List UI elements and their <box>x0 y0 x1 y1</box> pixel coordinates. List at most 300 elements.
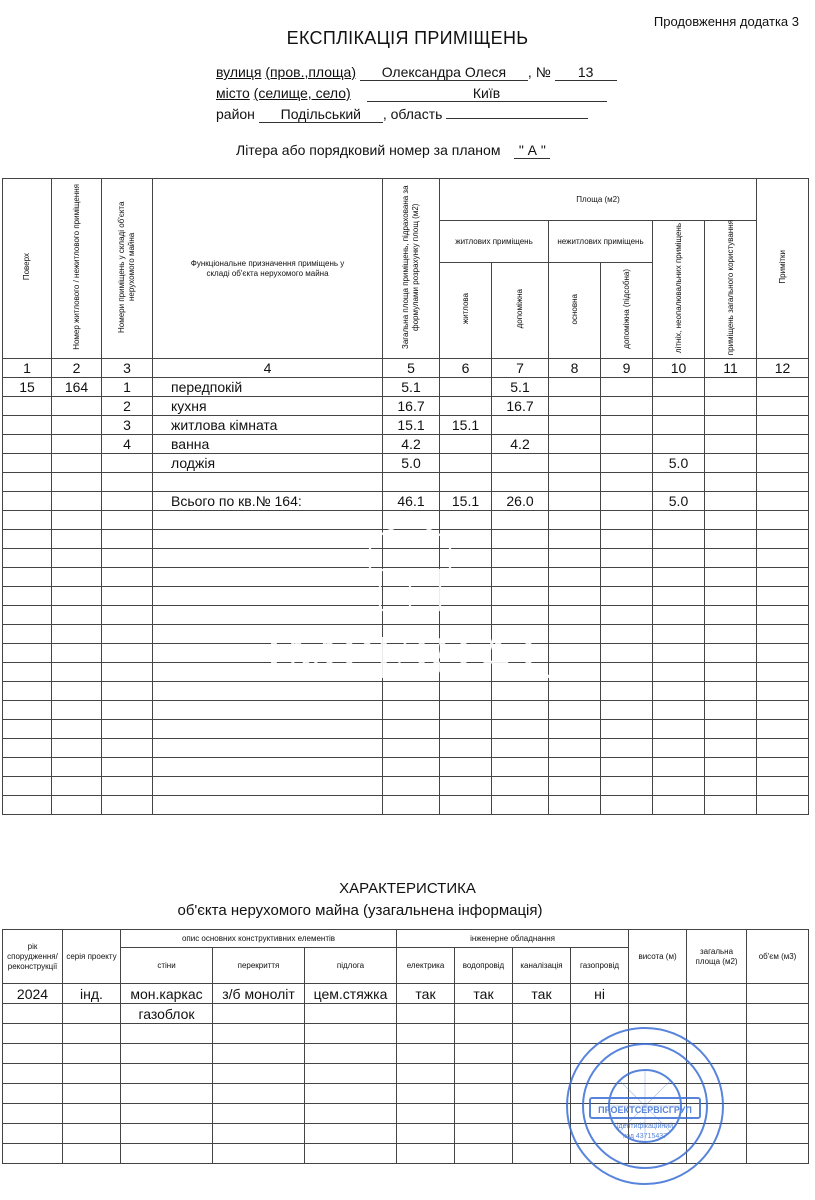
table-cell <box>52 796 102 815</box>
table-cell <box>305 1024 397 1044</box>
table-cell <box>653 416 705 435</box>
table-cell <box>757 625 809 644</box>
table-cell <box>747 1124 809 1144</box>
table-cell <box>3 416 52 435</box>
table-cell <box>757 701 809 720</box>
table-cell <box>3 1124 63 1144</box>
table-cell <box>3 1104 63 1124</box>
table-cell <box>653 682 705 701</box>
table-cell <box>705 530 757 549</box>
table-cell <box>102 568 153 587</box>
table-cell <box>705 511 757 530</box>
table-cell <box>757 587 809 606</box>
table-cell <box>52 530 102 549</box>
ch-volume: об'єм (м3) <box>747 930 809 984</box>
svg-text:ПРОЕКТСЕРВІСГРУП: ПРОЕКТСЕРВІСГРУП <box>598 1105 692 1115</box>
table-cell: 2024 <box>3 984 63 1004</box>
table-cell <box>397 1024 455 1044</box>
table-cell <box>397 1004 455 1024</box>
table-cell <box>629 1004 687 1024</box>
table-cell <box>757 796 809 815</box>
ch-gas: газопровід <box>571 948 629 984</box>
table-cell: цем.стяжка <box>305 984 397 1004</box>
table-cell <box>705 777 757 796</box>
table-cell <box>52 473 102 492</box>
table-cell <box>757 549 809 568</box>
table-cell <box>601 587 653 606</box>
table-cell <box>601 663 653 682</box>
table-cell <box>705 454 757 473</box>
table-cell <box>102 758 153 777</box>
table-cell <box>52 492 102 511</box>
column-number: 12 <box>757 359 809 378</box>
city-line <box>216 85 607 102</box>
table-cell <box>63 1084 121 1104</box>
column-number: 8 <box>549 359 601 378</box>
table-cell: з/б моноліт <box>213 984 305 1004</box>
table-cell <box>102 454 153 473</box>
table-cell <box>601 530 653 549</box>
table-cell <box>52 568 102 587</box>
table-cell <box>397 1124 455 1144</box>
table-cell <box>757 416 809 435</box>
table-cell <box>757 739 809 758</box>
table-cell <box>3 720 52 739</box>
empty-row <box>3 739 809 758</box>
table-cell <box>455 1104 513 1124</box>
table-cell <box>397 1044 455 1064</box>
district-value: Подільський <box>259 106 383 123</box>
table-cell <box>705 549 757 568</box>
table-cell <box>549 397 601 416</box>
table-cell <box>653 739 705 758</box>
table-cell <box>653 644 705 663</box>
table-cell <box>455 1004 513 1024</box>
table-cell: 2 <box>102 397 153 416</box>
table-cell <box>213 1024 305 1044</box>
table-cell <box>52 606 102 625</box>
table-cell: 15 <box>3 378 52 397</box>
table-cell <box>52 682 102 701</box>
table-cell: передпокій <box>153 378 383 397</box>
characteristics-subtitle: об'єкта нерухомого майна (узагальнена інформація) <box>177 902 543 919</box>
table-cell <box>305 1144 397 1164</box>
th-dopomizhna: допоміжна <box>492 263 549 359</box>
th-notes: Примітки <box>757 179 809 359</box>
table-cell <box>63 1024 121 1044</box>
table-cell <box>383 739 440 758</box>
table-cell: так <box>455 984 513 1004</box>
th-area: Площа (м2) <box>440 179 757 221</box>
city-alt: (селище, село) <box>253 85 351 101</box>
table-cell <box>549 720 601 739</box>
street-alt: (пров.,площа) <box>265 64 357 80</box>
ch-walls: стіни <box>121 948 213 984</box>
table-cell <box>705 492 757 511</box>
table-cell <box>121 1104 213 1124</box>
table-cell <box>305 1124 397 1144</box>
table-cell <box>629 984 687 1004</box>
table-cell <box>747 1104 809 1124</box>
table-cell: так <box>513 984 571 1004</box>
street-line: вулиця (пров.,площа) Олександра Олеся , № 13 <box>216 64 617 81</box>
watermark-text: IMPERIAL <box>263 624 557 692</box>
table-cell <box>549 739 601 758</box>
table-cell <box>63 1104 121 1124</box>
district-label: район <box>216 106 255 122</box>
table-cell: 15.1 <box>383 416 440 435</box>
column-number: 6 <box>440 359 492 378</box>
table-cell <box>757 663 809 682</box>
city-value: Київ <box>367 85 607 102</box>
table-cell <box>102 682 153 701</box>
table-cell <box>705 720 757 739</box>
table-cell: 15.1 <box>440 416 492 435</box>
table-cell <box>305 1104 397 1124</box>
table-cell <box>153 473 383 492</box>
table-row <box>3 416 809 435</box>
table-cell <box>121 1124 213 1144</box>
table-cell <box>653 720 705 739</box>
table-cell <box>102 530 153 549</box>
th-summer: літніх, неопалювальних приміщень <box>653 221 705 359</box>
table-cell <box>52 435 102 454</box>
table-cell: 4.2 <box>383 435 440 454</box>
table-cell: Всього по кв.№ 164: <box>153 492 383 511</box>
table-cell <box>3 435 52 454</box>
table-cell <box>397 1104 455 1124</box>
column-number: 5 <box>383 359 440 378</box>
table-cell <box>3 682 52 701</box>
table-cell <box>213 1144 305 1164</box>
table-cell <box>3 473 52 492</box>
table-cell <box>3 663 52 682</box>
table-cell <box>3 1084 63 1104</box>
table-cell <box>601 454 653 473</box>
table-cell <box>705 606 757 625</box>
table-cell <box>757 568 809 587</box>
table-cell <box>601 682 653 701</box>
svg-text:ідентифікаційний: ідентифікаційний <box>616 1123 674 1130</box>
district-line <box>216 106 588 123</box>
page-title: ЕКСПЛІКАЦІЯ ПРИМІЩЕНЬ <box>286 28 529 48</box>
table-cell <box>705 682 757 701</box>
ch-floors: перекриття <box>213 948 305 984</box>
table-row <box>3 984 809 1004</box>
table-cell <box>63 1044 121 1064</box>
table-cell <box>52 625 102 644</box>
table-cell <box>549 454 601 473</box>
table-cell <box>455 1044 513 1064</box>
table-cell <box>687 1004 747 1024</box>
table-cell <box>3 625 52 644</box>
table-cell <box>653 777 705 796</box>
ch-height: висота (м) <box>629 930 687 984</box>
table-cell <box>383 758 440 777</box>
column-number: 11 <box>705 359 757 378</box>
table-cell <box>102 549 153 568</box>
table-cell <box>705 416 757 435</box>
table-cell <box>747 1144 809 1164</box>
table-cell <box>455 1084 513 1104</box>
table-cell <box>757 397 809 416</box>
table-cell <box>747 1044 809 1064</box>
table-cell <box>653 796 705 815</box>
table-cell <box>601 473 653 492</box>
table-cell: газоблок <box>121 1004 213 1024</box>
table-cell <box>102 720 153 739</box>
ch-sewer: каналізація <box>513 948 571 984</box>
table-cell <box>687 984 747 1004</box>
table-cell <box>601 397 653 416</box>
table-cell <box>653 378 705 397</box>
table-cell: 3 <box>102 416 153 435</box>
table-cell <box>492 796 549 815</box>
table-cell: 26.0 <box>492 492 549 511</box>
table-cell <box>3 454 52 473</box>
table-cell <box>213 1104 305 1124</box>
th-room-no: Номери приміщень у складі об'єкта нерухомого майна <box>102 179 153 359</box>
empty-row <box>3 758 809 777</box>
table-cell <box>653 530 705 549</box>
table-cell <box>305 1084 397 1104</box>
table-cell <box>3 1004 63 1024</box>
table-cell <box>492 416 549 435</box>
table-cell <box>52 663 102 682</box>
column-number: 7 <box>492 359 549 378</box>
table-cell: 15.1 <box>440 492 492 511</box>
table-cell: 4.2 <box>492 435 549 454</box>
table-cell <box>705 739 757 758</box>
table-cell <box>601 606 653 625</box>
table-cell <box>757 758 809 777</box>
table-cell <box>455 1124 513 1144</box>
table-cell <box>455 1064 513 1084</box>
table-cell <box>705 378 757 397</box>
ch-electric: електрика <box>397 948 455 984</box>
table-cell <box>3 777 52 796</box>
table-cell <box>397 1084 455 1104</box>
ch-floor-cover: підлога <box>305 948 397 984</box>
table-cell <box>757 435 809 454</box>
table-cell <box>757 454 809 473</box>
th-living: житлових приміщень <box>440 221 549 263</box>
table-cell <box>397 1064 455 1084</box>
table-cell: лоджія <box>153 454 383 473</box>
table-cell <box>102 511 153 530</box>
table-cell <box>601 378 653 397</box>
table-cell <box>705 758 757 777</box>
table-cell <box>757 682 809 701</box>
table-cell <box>102 796 153 815</box>
table-cell <box>601 739 653 758</box>
table-cell: 1 <box>102 378 153 397</box>
table-cell <box>121 1064 213 1084</box>
table-cell <box>549 435 601 454</box>
table-cell <box>3 1144 63 1164</box>
table-cell <box>3 530 52 549</box>
imperial-watermark <box>220 500 600 720</box>
th-dopomizhna-pidsobna: допоміжна (підсобна) <box>601 263 653 359</box>
ch-engineering: інженерне обладнання <box>397 930 629 948</box>
table-cell <box>549 416 601 435</box>
column-number: 3 <box>102 359 153 378</box>
table-cell <box>601 701 653 720</box>
table-cell <box>492 454 549 473</box>
table-cell <box>102 625 153 644</box>
column-number: 9 <box>601 359 653 378</box>
th-purpose: Функціональне призначення приміщень у складі об'єкта нерухомого майна <box>153 179 383 359</box>
table-cell <box>757 492 809 511</box>
table-cell <box>747 1084 809 1104</box>
table-cell <box>213 1044 305 1064</box>
table-cell <box>492 739 549 758</box>
table-cell <box>440 378 492 397</box>
table-cell <box>601 758 653 777</box>
table-cell <box>102 644 153 663</box>
table-cell <box>653 473 705 492</box>
table-cell <box>653 625 705 644</box>
table-cell: 4 <box>102 435 153 454</box>
table-cell <box>653 758 705 777</box>
table-cell <box>705 397 757 416</box>
table-cell <box>3 739 52 758</box>
table-cell <box>653 663 705 682</box>
table-cell <box>601 568 653 587</box>
table-cell <box>305 1004 397 1024</box>
table-cell <box>747 1064 809 1084</box>
table-cell <box>440 473 492 492</box>
table-cell: 5.0 <box>653 492 705 511</box>
table-cell <box>52 587 102 606</box>
table-cell: 5.1 <box>383 378 440 397</box>
th-osnovna: основна <box>549 263 601 359</box>
table-cell <box>757 530 809 549</box>
table-cell <box>102 777 153 796</box>
ch-total-area: загальна площа (м2) <box>687 930 747 984</box>
table-cell: 16.7 <box>492 397 549 416</box>
table-cell <box>757 473 809 492</box>
table-cell <box>601 435 653 454</box>
table-cell <box>121 1084 213 1104</box>
table-cell <box>705 625 757 644</box>
table-cell <box>52 720 102 739</box>
table-cell <box>52 397 102 416</box>
city-label: місто <box>216 85 250 101</box>
table-cell <box>63 1064 121 1084</box>
empty-row <box>3 796 809 815</box>
table-cell <box>705 644 757 663</box>
table-cell <box>757 644 809 663</box>
litera-line <box>236 142 550 159</box>
table-cell <box>3 511 52 530</box>
table-cell <box>455 1024 513 1044</box>
ch-series: серія проекту <box>63 930 121 984</box>
table-cell <box>653 701 705 720</box>
litera-value: " А " <box>514 142 550 159</box>
table-cell <box>440 454 492 473</box>
no-value: 13 <box>555 64 617 81</box>
table-cell <box>653 587 705 606</box>
table-cell <box>3 549 52 568</box>
table-cell: 164 <box>52 378 102 397</box>
table-cell <box>63 1124 121 1144</box>
table-cell <box>3 492 52 511</box>
table-cell <box>397 1144 455 1164</box>
table-cell <box>653 568 705 587</box>
street-value: Олександра Олеся <box>360 64 528 81</box>
table-cell: житлова кімната <box>153 416 383 435</box>
column-number: 2 <box>52 359 102 378</box>
table-cell <box>455 1144 513 1164</box>
street-label: вулиця <box>216 64 262 80</box>
table-cell <box>549 758 601 777</box>
table-cell <box>3 587 52 606</box>
table-cell <box>102 701 153 720</box>
table-cell: інд. <box>63 984 121 1004</box>
table-row <box>3 435 809 454</box>
table-cell <box>549 796 601 815</box>
table-cell <box>757 378 809 397</box>
table-cell <box>63 1004 121 1024</box>
ch-water: водопровід <box>455 948 513 984</box>
table-cell: кухня <box>153 397 383 416</box>
table-cell <box>653 549 705 568</box>
column-number: 4 <box>153 359 383 378</box>
table-cell <box>492 720 549 739</box>
table-cell <box>705 473 757 492</box>
table-cell <box>52 701 102 720</box>
table-cell <box>102 606 153 625</box>
table-cell <box>601 511 653 530</box>
table-cell <box>153 739 383 758</box>
table-cell <box>705 568 757 587</box>
table-cell <box>383 473 440 492</box>
table-row <box>3 473 809 492</box>
th-common: приміщень загального користування <box>705 221 757 359</box>
table-cell <box>705 701 757 720</box>
table-cell <box>492 758 549 777</box>
table-cell <box>653 511 705 530</box>
table-cell <box>102 473 153 492</box>
table-cell <box>705 796 757 815</box>
table-cell <box>513 1004 571 1024</box>
table-cell <box>440 777 492 796</box>
table-cell <box>383 796 440 815</box>
table-cell <box>601 492 653 511</box>
th-floor: Поверх <box>3 179 52 359</box>
table-cell <box>3 1024 63 1044</box>
table-cell <box>747 984 809 1004</box>
table-cell <box>3 758 52 777</box>
region-label: , область <box>382 106 443 122</box>
table-cell <box>3 397 52 416</box>
table-cell <box>102 492 153 511</box>
table-cell <box>705 663 757 682</box>
th-apt-no: Номер житлового / нежитлового приміщення <box>52 179 102 359</box>
table-cell: ванна <box>153 435 383 454</box>
table-cell <box>440 435 492 454</box>
table-cell <box>705 435 757 454</box>
table-cell <box>52 454 102 473</box>
table-cell <box>601 625 653 644</box>
table-cell <box>601 644 653 663</box>
table-cell <box>440 720 492 739</box>
table-cell: 5.0 <box>383 454 440 473</box>
table-cell <box>440 397 492 416</box>
table-cell: мон.каркас <box>121 984 213 1004</box>
table-cell <box>705 587 757 606</box>
